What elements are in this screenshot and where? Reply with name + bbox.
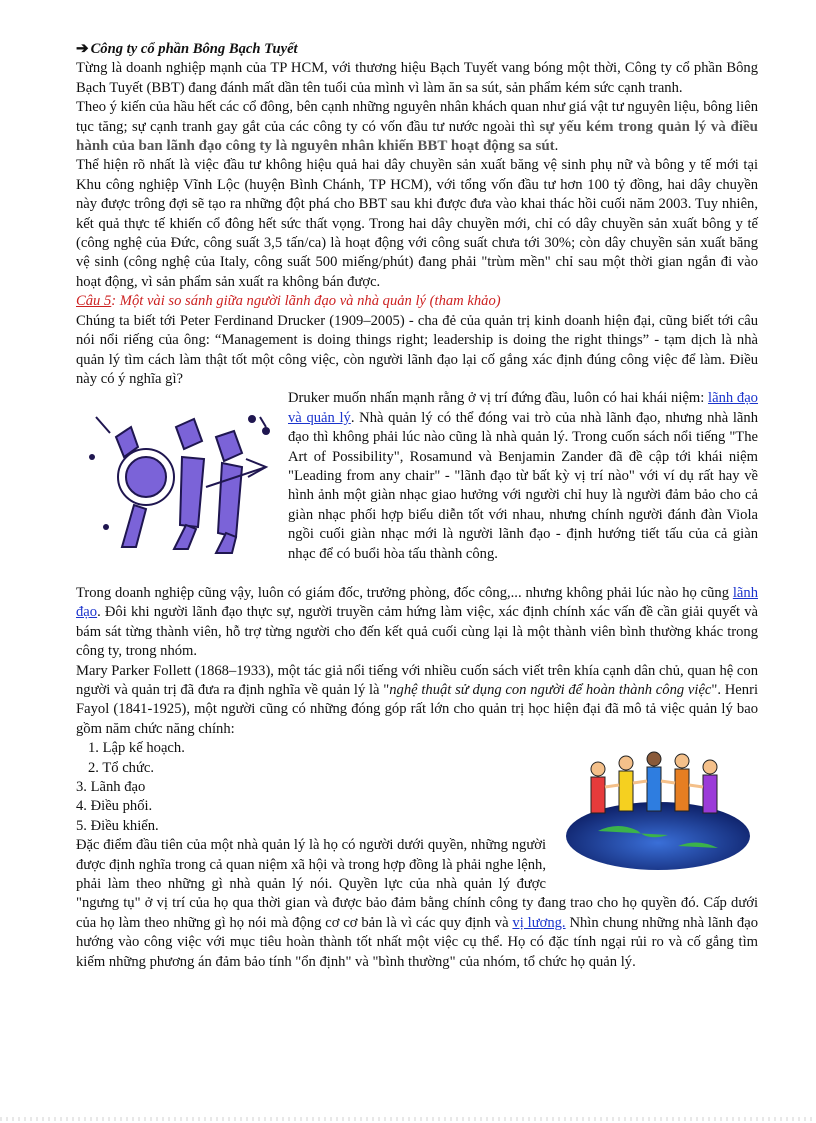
question-label: Câu 5: [76, 293, 112, 310]
page-bottom-border: [0, 1117, 816, 1121]
paragraph-shareholders: [76, 98, 758, 156]
paragraph-text: Theo ý kiến của hầu hết các cổ đông, bên cạnh những nguyên nhân khách quan như giá vật tư nguyên liệu, bông liên tục tăng; sự cạnh tranh gay gắt của các công ty có vốn đầu tư nước ngoài thì: [76, 99, 758, 135]
paragraph-follett: [76, 662, 758, 740]
emphasized-text: sự yếu kém trong quản lý và điều hành của ban lãnh đạo công ty là nguyên nhân khiến BBT hoạt động sa sút: [76, 118, 758, 155]
paragraph-drucker: Chúng ta biết tới Peter Ferdinand Drucker (1909–2005) - cha đẻ của quản trị kinh doanh hiện đại, cũng biết tới câu nói nổi riếng của ông: “Management is doing things right; leadership is doing the right things” - tạm dịch là nhà quản lý tìm cách làm thật tốt một công việc, còn người lãnh đạo lại cố gắng xác định đúng công việc để làm. Điều này có ý nghĩa gì?: [76, 312, 758, 387]
link-salary[interactable]: vị lương.: [512, 914, 566, 931]
arrow-right-icon: ➔: [76, 41, 89, 58]
paragraph-investment: Thể hiện rõ nhất là việc đầu tư không hiệu quả hai dây chuyền sản xuất băng vệ sinh phụ nữ và bông y tế mới tại Khu công nghiệp Vĩnh Lộc (huyện Bình Chánh, TP HCM), với tổng vốn đầu tư hơn 100 tỷ đồng, hai dây chuyền này được trông đợi sẽ tạo ra những đột phá cho BBT sau khi được đưa vào khai thác hồi cuối năm 2003. Tuy nhiên, kết quả thực tế khiến cổ đông hết sức thất vọng. Trong hai dây chuyền mới, chỉ có dây chuyền sản xuất bông y tế (công nghệ của Đức, công suất 3,5 tấn/ca) là hoạt động với công suất chưa tới 30%; còn dây chuyền sản xuất băng vệ sinh (công nghệ của Italy, công suất 500 miếng/phút) đang phải "trùm mền" chỉ sau một thời gian ngắn đi vào hoạt động, vì sản phẩm sản xuất ra không bán được.: [76, 157, 758, 290]
paragraph-text: Nhìn chung những nhà lãnh đạo hướng vào công việc với mục tiêu hoàn thành tốt nhất một việc cụ thể. Họ có đặc tính ngại rủi ro và cố gắng tìm kiếm những phương án đảm bảo tính "ổn định" và "bình thường" của nhóm, tổ chức họ quản lý.: [76, 914, 758, 970]
paragraph-enterprise: [76, 584, 758, 662]
heading-text: Công ty cổ phần Bông Bạch Tuyết: [90, 41, 298, 57]
paragraph-intro: Từng là doanh nghiệp mạnh của TP HCM, với thương hiệu Bạch Tuyết vang bóng một thời, Công ty cổ phần Bông Bạch Tuyết (BBT) đang đánh mất dần tên tuổi của mình vì làm ăn sa sút, sản phẩm kém sức cạnh tranh.: [76, 60, 758, 96]
document-page: [76, 40, 758, 972]
section-heading: [76, 40, 758, 59]
list-item: 1. Lập kế hoạch.: [88, 740, 185, 757]
paragraph-text: Trong doanh nghiệp cũng vậy, luôn có giám đốc, trưởng phòng, đốc công,... nhưng không phải lúc nào họ cũng: [76, 584, 733, 601]
link-leadership[interactable]: lãnh đạo: [76, 584, 758, 621]
list-item: 5. Điều khiển.: [76, 817, 159, 834]
paragraph-text: Đặc điểm đầu tiên của một nhà quản lý là họ có người dưới quyền, những người được định nghĩa trong cả quan niệm xã hội và trong hợp đồng là phải nghe lệnh, phải làm theo những gì nhà quản lý nói. Quyền lực của nhà quản lý được "ngưng tụ" ở vị trí của họ qua thời gian và được bảo đảm bằng chính công ty đang trao cho họ quyền đó. Cấp dưới của họ làm theo những gì họ nói mà động cơ cơ bản là vì các quy định và: [76, 837, 758, 931]
world-dance-clipart: [558, 741, 758, 871]
paragraph-text: ". Henri Fayol (1841-1925), một người cũng có những đóng góp rất lớn cho quản trị học hiện đại đã mô tả việc quản lý bao gồm năm chức năng chính:: [76, 682, 759, 737]
link-leadership-management[interactable]: lãnh đạo và quản lý: [288, 390, 758, 426]
marching-band-clipart: [76, 397, 276, 557]
italic-definition: nghệ thuật sử dụng con người để hoàn thành công việc: [389, 682, 712, 698]
paragraph-text: Mary Parker Follett (1868–1933), một tác giả nổi tiếng với nhiều cuốn sách viết trên khía cạnh dân chủ, quan hệ con người và quản trị đã đưa ra định nghĩa về quản lý là ": [76, 662, 758, 698]
question-title: : Một vài so sánh giữa người lãnh đạo và nhà quản lý (tham khảo): [111, 293, 501, 310]
paragraph-text: Druker muốn nhấn mạnh rằng ở vị trí đứng đầu, luôn có hai khái niệm:: [288, 390, 709, 407]
paragraph-text: . Đôi khi người lãnh đạo thực sự, người truyền cảm hứng làm việc, xác định chính xác vấn đề cần giải quyết và bám sát từng thành viên, hỗ trợ từng người cho đến kết quả cuối cùng lại là một thành viên bình thường khác trong công ty, trong nhóm.: [76, 604, 758, 660]
list-item: 2. Tổ chức.: [88, 759, 154, 776]
list-item: 3. Lãnh đạo: [76, 779, 146, 796]
question-5-heading: [76, 292, 758, 311]
paragraph-text: .: [554, 138, 559, 155]
paragraph-text: . Nhà quản lý có thể đóng vai trò của nhà lãnh đạo, nhưng nhà lãnh đạo thì không phải lúc nào cũng là nhà quản lý. Trong cuốn sách nổi tiếng "The Art of Possibility", Rosamund và Benjamin Zander đã đề cập tới khái niệm "Leading from any chair" - "lãnh đạo từ bất kỳ vị trí nào" với ví dụ rất hay về hình ảnh một giàn nhạc giao hưởng với người chỉ huy là người đảm bảo cho cả giàn nhạc phối hợp biểu diễn tốt với nhau, nhưng chính người đánh đàn Viola ngồi cuối giàn nhạc mới là người lãnh đạo - định hướng tiết tấu của cả giàn nhạc để có buổi hòa tấu thành công.: [288, 409, 759, 562]
list-item: 4. Điều phối.: [76, 798, 153, 815]
